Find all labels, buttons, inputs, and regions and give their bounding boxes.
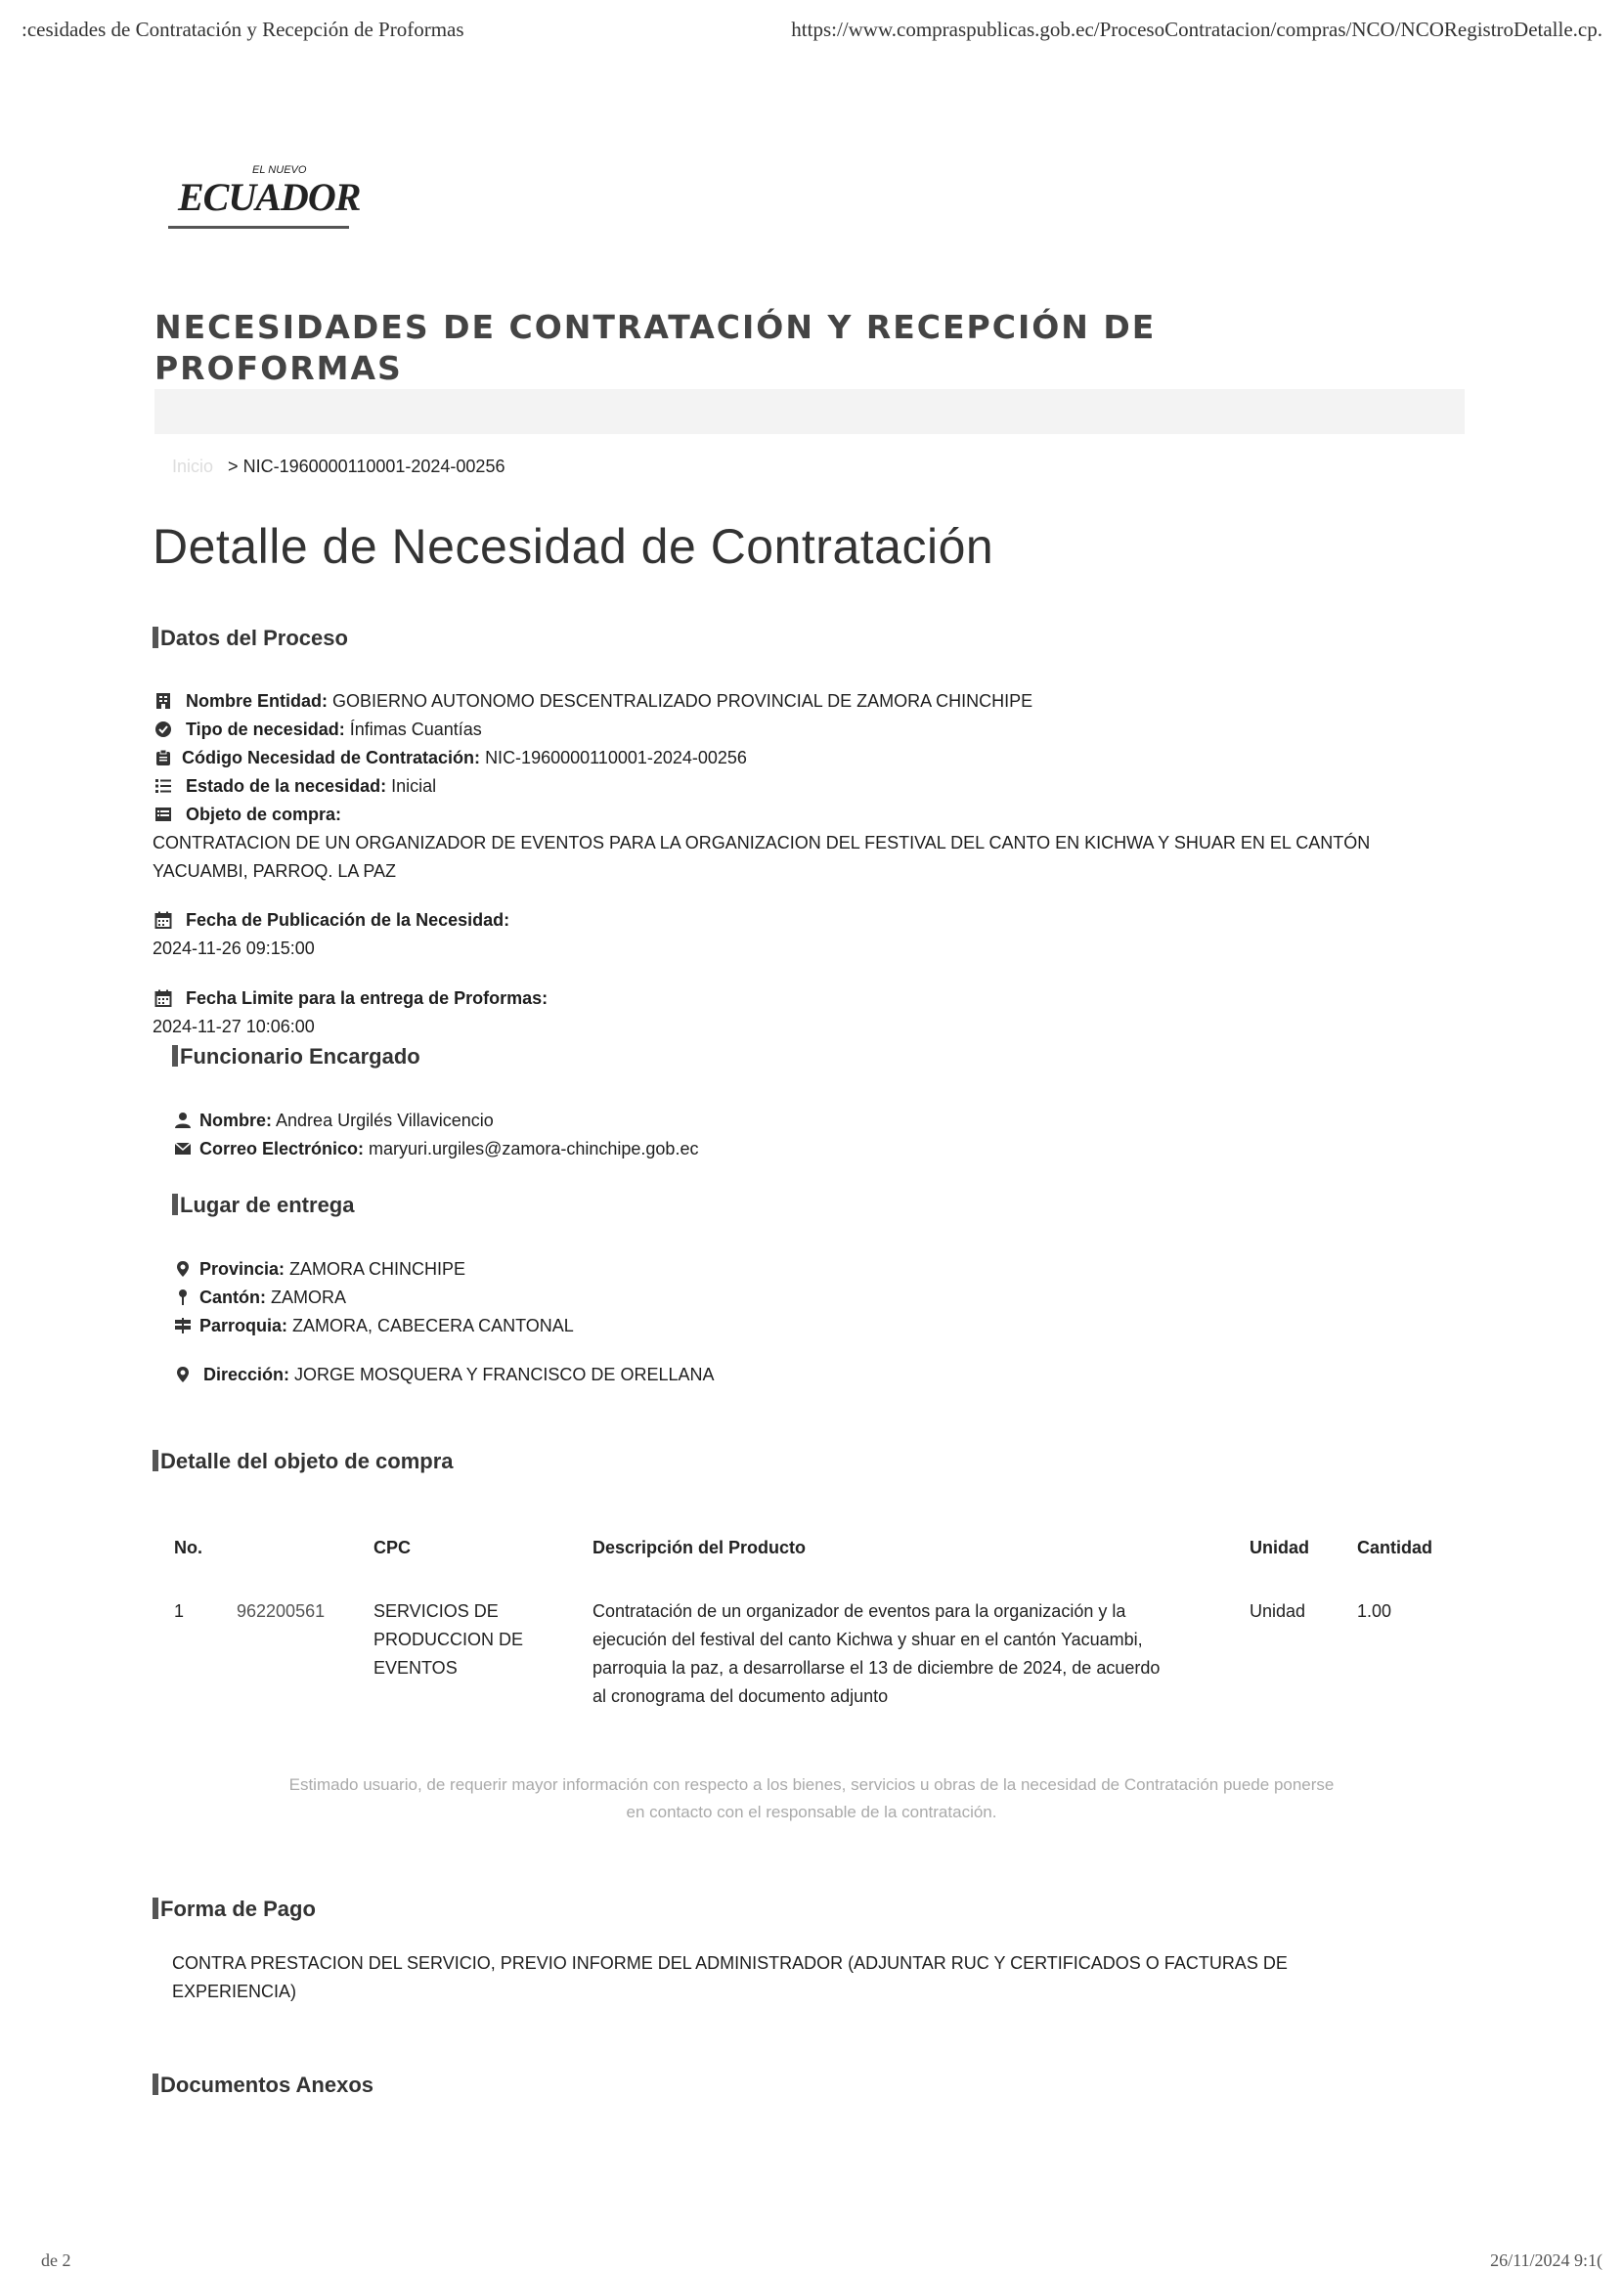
- field-label: Código Necesidad de Contratación:: [182, 748, 481, 767]
- list-icon: [154, 777, 172, 795]
- notice-line: en contacto con el responsable de la contratación.: [626, 1803, 997, 1821]
- fecha-publicacion-value: 2024-11-26 09:15:00: [153, 939, 315, 958]
- field-label: Tipo de necesidad:: [186, 720, 345, 739]
- field-label: Nombre:: [199, 1111, 273, 1130]
- header-descripcion: Descripción del Producto: [593, 1537, 807, 1557]
- field-canton: [174, 1284, 346, 1312]
- header-cantidad: Cantidad: [1357, 1537, 1433, 1557]
- logo-small-text: EL NUEVO: [252, 164, 307, 176]
- cpc-line: EVENTOS: [373, 1658, 458, 1678]
- field-value: ZAMORA CHINCHIPE: [289, 1259, 466, 1279]
- header-band: [154, 389, 1465, 434]
- field-funcionario-correo: [174, 1135, 698, 1163]
- field-label: Parroquia:: [199, 1316, 288, 1335]
- section-lugar-entrega: [172, 1193, 354, 1218]
- logo-underline: [168, 226, 349, 229]
- header-no: No.: [174, 1537, 202, 1557]
- print-footer: [22, 2249, 1602, 2271]
- field-value: JORGE MOSQUERA Y FRANCISCO DE ORELLANA: [294, 1365, 715, 1384]
- field-fecha-limite: [154, 984, 548, 1013]
- objeto-line-2: YACUAMBI, PARROQ. LA PAZ: [153, 861, 397, 881]
- breadcrumb-current: NIC-1960000110001-2024-00256: [242, 457, 505, 476]
- field-value: ZAMORA, CABECERA CANTONAL: [292, 1316, 574, 1335]
- field-value: GOBIERNO AUTONOMO DESCENTRALIZADO PROVINCIAL DE ZAMORA CHINCHIPE: [332, 691, 1033, 711]
- breadcrumb-home-link[interactable]: Inicio: [172, 457, 214, 476]
- section-marker: [172, 1194, 178, 1215]
- section-documentos-anexos: [153, 2073, 373, 2098]
- field-value: Andrea Urgilés Villavicencio: [276, 1111, 494, 1130]
- cell-cantidad: 1.00: [1357, 1601, 1392, 1621]
- print-footer-date: 26/11/2024 9:1(: [1490, 2250, 1602, 2270]
- section-forma-pago: [153, 1897, 316, 1922]
- section-marker: [153, 627, 158, 648]
- section-title-text: Datos del Proceso: [160, 626, 348, 650]
- desc-line: parroquia la paz, a desarrollarse el 13 de diciembre de 2024, de acuerdo: [593, 1658, 1161, 1678]
- map-marker-icon: [174, 1366, 192, 1383]
- header-title: NECESIDADES DE CONTRATACIÓN Y RECEPCIÓN DE PROFORMAS: [154, 308, 1157, 387]
- list-alt-icon: [154, 806, 172, 823]
- field-provincia: [174, 1255, 465, 1284]
- cpc-line: PRODUCCION DE: [373, 1630, 524, 1649]
- cpc-line: SERVICIOS DE: [373, 1601, 499, 1621]
- desc-line: ejecución del festival del canto Kichwa y shuar en el cantón Yacuambi,: [593, 1630, 1143, 1649]
- user-icon: [174, 1112, 192, 1129]
- field-parroquia: [174, 1312, 574, 1340]
- calendar-icon: [154, 989, 172, 1007]
- section-title-text: Funcionario Encargado: [180, 1044, 420, 1069]
- field-tipo-necesidad: [154, 716, 482, 744]
- building-icon: [154, 692, 172, 710]
- section-funcionario: [172, 1044, 420, 1070]
- field-value: maryuri.urgiles@zamora-chinchipe.gob.ec: [369, 1139, 699, 1158]
- cell-descripcion: [593, 1597, 1250, 1711]
- tag-circle-icon: [154, 721, 172, 738]
- clipboard-icon: [154, 749, 172, 766]
- field-nombre-entidad: [154, 687, 1032, 716]
- field-value: Inicial: [391, 776, 437, 796]
- table-header-row: [174, 1533, 1445, 1562]
- header-unidad: Unidad: [1250, 1537, 1309, 1557]
- cell-cpc-code: 962200561: [237, 1601, 326, 1621]
- fecha-limite-value: 2024-11-27 10:06:00: [153, 1017, 315, 1036]
- page-title: Detalle de Necesidad de Contratación: [153, 519, 994, 574]
- cell-unidad: Unidad: [1250, 1601, 1306, 1621]
- section-marker: [153, 1450, 158, 1471]
- section-datos-proceso: [153, 626, 348, 651]
- field-objeto-label: [154, 801, 341, 829]
- field-label: Fecha de Publicación de la Necesidad:: [186, 910, 510, 930]
- field-label: Dirección:: [203, 1365, 290, 1384]
- pin-icon: [174, 1288, 192, 1306]
- field-label: Estado de la necesidad:: [186, 776, 387, 796]
- field-label: Fecha Limite para la entrega de Proformas:: [186, 988, 549, 1008]
- field-label: Objeto de compra:: [186, 805, 342, 824]
- field-label: Provincia:: [199, 1259, 285, 1279]
- print-header-title: :cesidades de Contratación y Recepción de Proformas: [22, 18, 464, 41]
- section-title-text: Documentos Anexos: [160, 2073, 374, 2097]
- section-title-text: Forma de Pago: [160, 1897, 316, 1921]
- section-marker: [153, 2074, 158, 2095]
- objeto-line-1: CONTRATACION DE UN ORGANIZADOR DE EVENTOS PARA LA ORGANIZACION DEL FESTIVAL DEL CANTO EN KICHWA Y SHUAR EN EL CANTÓN: [153, 833, 1371, 852]
- field-funcionario-nombre: [174, 1107, 494, 1135]
- cell-no: 1: [174, 1601, 185, 1621]
- contact-notice: [205, 1771, 1418, 1826]
- print-footer-page: de 2: [41, 2250, 71, 2270]
- section-title-text: Lugar de entrega: [180, 1193, 355, 1217]
- field-label: Correo Electrónico:: [199, 1139, 365, 1158]
- section-detalle-objeto: [153, 1449, 454, 1474]
- desc-line: al cronograma del documento adjunto: [593, 1686, 889, 1706]
- field-label: Nombre Entidad:: [186, 691, 329, 711]
- field-fecha-publicacion: [154, 906, 509, 935]
- field-codigo: [154, 744, 747, 772]
- section-marker: [153, 1898, 158, 1919]
- forma-pago-line-2: EXPERIENCIA): [172, 1982, 297, 2001]
- forma-pago-line-1: CONTRA PRESTACION DEL SERVICIO, PREVIO INFORME DEL ADMINISTRADOR (ADJUNTAR RUC Y CERTIFICADOS O FACTURAS DE: [172, 1953, 1288, 1973]
- notice-line: Estimado usuario, de requerir mayor información con respecto a los bienes, servicios u obras de la necesidad de Contratación puede ponerse: [288, 1775, 1335, 1794]
- signpost-icon: [174, 1317, 192, 1334]
- field-estado: [154, 772, 436, 801]
- calendar-icon: [154, 911, 172, 929]
- field-label: Cantón:: [199, 1288, 266, 1307]
- section-marker: [172, 1045, 178, 1067]
- ecuador-logo: [168, 164, 361, 229]
- envelope-icon: [174, 1140, 192, 1157]
- field-value: Ínfimas Cuantías: [349, 720, 482, 739]
- section-title-text: Detalle del objeto de compra: [160, 1449, 454, 1473]
- map-marker-icon: [174, 1260, 192, 1278]
- table-row: [174, 1597, 1445, 1711]
- breadcrumb: [172, 457, 505, 477]
- field-value: NIC-1960000110001-2024-00256: [485, 748, 747, 767]
- header-cpc: CPC: [373, 1537, 412, 1557]
- breadcrumb-separator: >: [228, 457, 239, 476]
- field-direccion: [174, 1361, 714, 1389]
- items-table: [174, 1533, 1445, 1711]
- print-header-url: https://www.compraspublicas.gob.ec/ProcesoContratacion/compras/NCO/NCORegistroDetalle.cp.: [791, 18, 1602, 41]
- logo-big-text: ECUADOR: [178, 175, 361, 219]
- field-value: ZAMORA: [271, 1288, 347, 1307]
- desc-line: Contratación de un organizador de eventos para la organización y la: [593, 1601, 1126, 1621]
- cell-cpc-description: [362, 1597, 593, 1711]
